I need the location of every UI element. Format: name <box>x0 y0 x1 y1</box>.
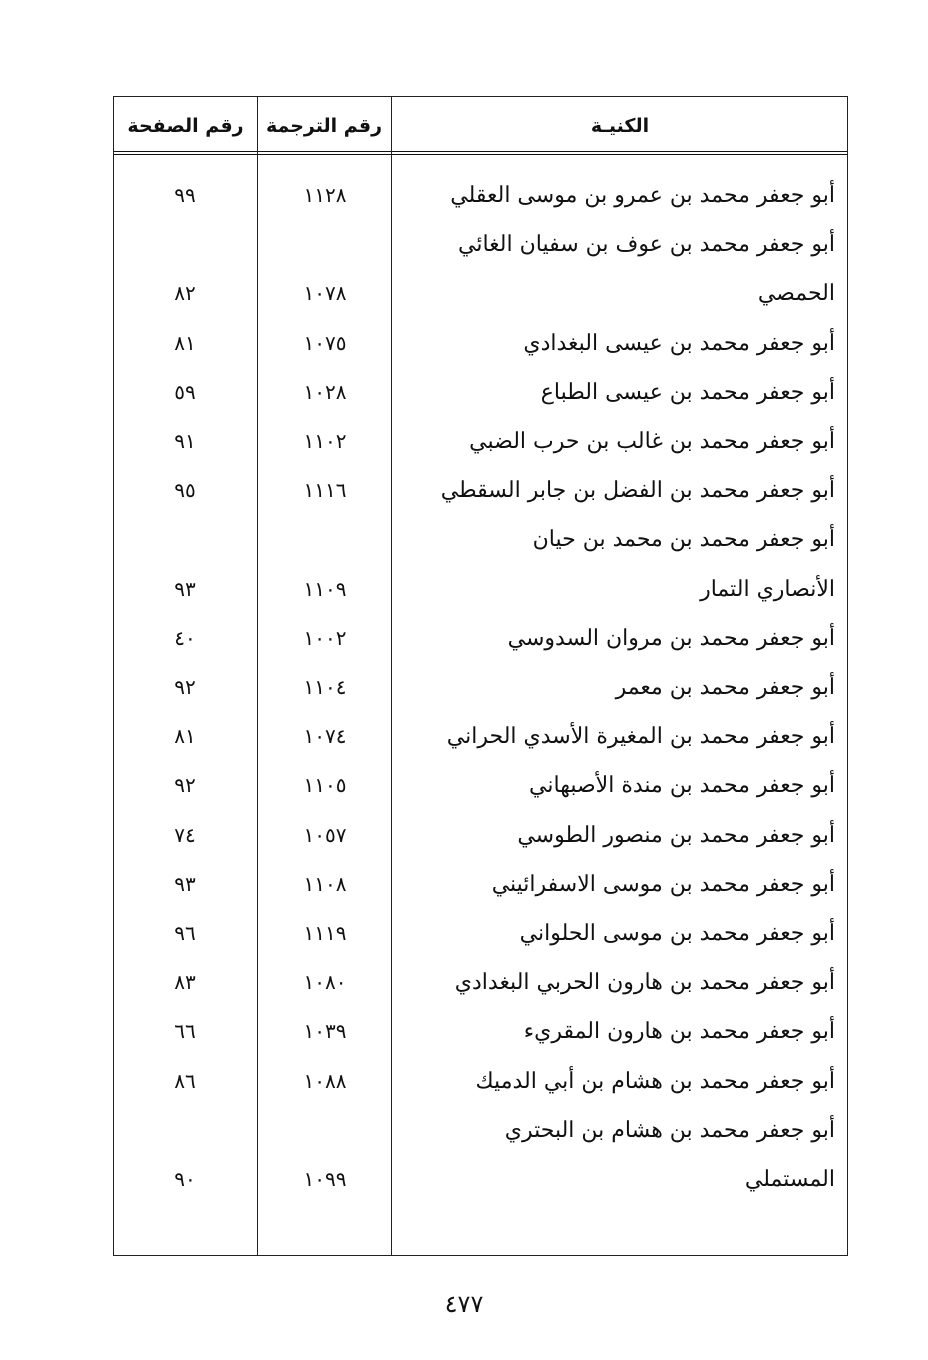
tarjama-number-cell <box>259 220 391 269</box>
kunya-cell: المستملي <box>744 1167 835 1192</box>
kunya-cell: أبو جعفر محمد بن محمد بن حيان <box>532 527 835 553</box>
kunya-cell: أبو جعفر محمد بن مندة الأصبهاني <box>529 773 835 799</box>
table-row <box>114 368 847 417</box>
page-number-cell: ٨١ <box>174 724 196 749</box>
tarjama-number-cell: ١٠٥٧ <box>303 822 347 847</box>
page-number-cell: ٩٢ <box>174 675 196 699</box>
table-row <box>114 712 847 761</box>
header-tarjama-number: رقم الترجمة <box>265 115 383 137</box>
table-row <box>114 466 847 515</box>
page-number-cell: ٩٠ <box>174 1167 196 1191</box>
tarjama-number-cell: ١١٠٨ <box>303 871 347 896</box>
page-number-cell <box>114 515 256 564</box>
table-row <box>114 811 847 860</box>
tarjama-number-cell: ١٠٣٩ <box>303 1019 347 1044</box>
table-row <box>114 1057 847 1106</box>
page-number-cell: ٩٩ <box>174 183 196 207</box>
page-number-cell: ٧٤ <box>174 822 196 847</box>
page-number-cell: ٦٦ <box>174 1019 196 1044</box>
kunya-cell: أبو جعفر محمد بن هشام بن أبي الدميك <box>475 1068 835 1094</box>
kunya-cell: الأنصاري التمار <box>700 576 835 602</box>
table-row <box>114 1106 847 1155</box>
tarjama-number-cell: ١١٠٩ <box>303 576 347 601</box>
index-table <box>113 96 848 1256</box>
page-number-cell: ٥٩ <box>174 379 196 404</box>
table-row <box>114 171 847 220</box>
kunya-cell: أبو جعفر محمد بن هارون المقريء <box>523 1019 835 1045</box>
table-row <box>114 663 847 712</box>
table-row <box>114 761 847 810</box>
kunya-cell: أبو جعفر محمد بن عوف بن سفيان الغائي <box>458 232 835 258</box>
table-row <box>114 958 847 1007</box>
tarjama-number-cell: ١٠٩٩ <box>303 1167 347 1191</box>
page-number-cell: ٩١ <box>174 429 196 453</box>
tarjama-number-cell: ١٠٠٢ <box>303 625 347 650</box>
kunya-cell: أبو جعفر محمد بن هشام بن البحتري <box>504 1117 835 1143</box>
page-number-cell: ٩٣ <box>174 871 196 896</box>
table-row <box>114 1155 847 1204</box>
tarjama-number-cell: ١١٠٥ <box>303 773 347 798</box>
page-number-cell <box>114 1106 256 1155</box>
tarjama-number-cell: ١٠٧٥ <box>303 330 347 355</box>
page-number-cell: ٤٠ <box>174 625 196 650</box>
table-row <box>114 614 847 663</box>
page-number: ٤٧٧ <box>444 1290 484 1318</box>
table-header <box>114 97 847 155</box>
table-row <box>114 515 847 564</box>
kunya-cell: أبو جعفر محمد بن غالب بن حرب الضبي <box>469 429 835 454</box>
tarjama-number-cell: ١٠٧٤ <box>303 724 347 749</box>
tarjama-number-cell <box>259 1106 391 1155</box>
kunya-cell: أبو جعفر محمد بن عيسى الطباع <box>540 379 835 405</box>
page-number-cell: ٩٣ <box>174 576 196 601</box>
tarjama-number-cell: ١١٢٨ <box>303 183 347 207</box>
table-row <box>114 909 847 958</box>
page-number-cell: ٨٣ <box>174 970 196 995</box>
page-number-cell: ٩٢ <box>174 773 196 798</box>
tarjama-number-cell: ١٠٢٨ <box>303 379 347 404</box>
table-row <box>114 319 847 368</box>
table-row <box>114 269 847 318</box>
tarjama-number-cell: ١٠٨٠ <box>303 970 347 995</box>
kunya-cell: أبو جعفر محمد بن المغيرة الأسدي الحراني <box>446 724 835 750</box>
kunya-cell: أبو جعفر محمد بن موسى الاسفرائيني <box>491 871 835 897</box>
tarjama-number-cell: ١١٠٤ <box>303 675 347 699</box>
table-row <box>114 220 847 269</box>
kunya-cell: أبو جعفر محمد بن الفضل بن جابر السقطي <box>440 478 835 504</box>
kunya-cell: أبو جعفر محمد بن معمر <box>615 675 835 700</box>
page-number-cell: ٨٢ <box>174 281 196 306</box>
page-number-cell: ٩٥ <box>174 478 196 503</box>
page-number-cell: ٨٦ <box>174 1068 196 1093</box>
kunya-cell: أبو جعفر محمد بن عيسى البغدادي <box>523 330 835 356</box>
table-row <box>114 1007 847 1056</box>
tarjama-number-cell: ١١٠٢ <box>303 429 347 453</box>
tarjama-number-cell: ١١١٩ <box>303 921 347 945</box>
kunya-cell: أبو جعفر محمد بن منصور الطوسي <box>517 822 835 848</box>
table-row <box>114 565 847 614</box>
kunya-cell: أبو جعفر محمد بن عمرو بن موسى العقلي <box>450 183 835 208</box>
table-row <box>114 860 847 909</box>
tarjama-number-cell: ١٠٨٨ <box>303 1068 347 1093</box>
tarjama-number-cell: ١٠٧٨ <box>303 281 347 306</box>
tarjama-number-cell <box>259 515 391 564</box>
page-number-cell <box>114 220 256 269</box>
tarjama-number-cell: ١١١٦ <box>303 478 347 503</box>
kunya-cell: أبو جعفر محمد بن هارون الحربي البغدادي <box>454 970 835 996</box>
kunya-cell: أبو جعفر محمد بن مروان السدوسي <box>507 625 835 651</box>
header-kunya: الكنيـة <box>590 115 650 137</box>
kunya-cell: أبو جعفر محمد بن موسى الحلواني <box>519 921 835 946</box>
header-page-number: رقم الصفحة <box>127 115 244 137</box>
page-number-cell: ٩٦ <box>174 921 196 945</box>
table-row <box>114 417 847 466</box>
page-number-cell: ٨١ <box>174 330 196 355</box>
kunya-cell: الحمصي <box>757 281 835 307</box>
